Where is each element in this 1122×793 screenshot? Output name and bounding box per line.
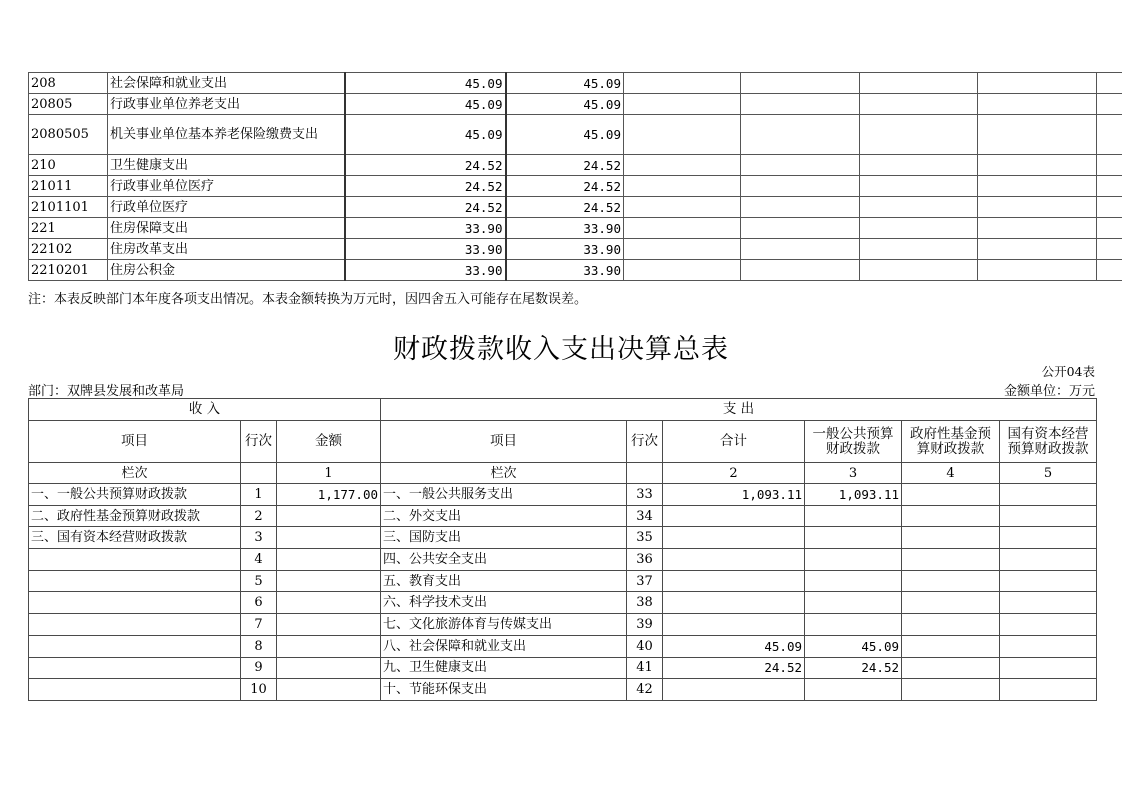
state-capital-cell (1000, 614, 1097, 636)
income-row-no-cell: 1 (241, 484, 277, 506)
expense-row-no-cell: 37 (627, 570, 663, 592)
empty-cell (741, 260, 860, 281)
unit-label: 金额单位：万元 (1003, 384, 1095, 399)
col-number-cell: 4 (902, 463, 1000, 484)
total-amount-cell: 45.09 (345, 115, 506, 155)
general-budget-cell (805, 614, 902, 636)
expense-item-cell: 十、节能环保支出 (381, 679, 627, 701)
income-row-no-cell: 8 (241, 635, 277, 657)
table-row (29, 635, 1097, 657)
empty-cell (624, 94, 741, 115)
empty-cell (1097, 197, 1122, 218)
empty-cell (1097, 260, 1122, 281)
income-row-no-cell: 10 (241, 679, 277, 701)
empty-cell (978, 176, 1097, 197)
empty-cell (624, 197, 741, 218)
income-row-no-cell: 7 (241, 614, 277, 636)
state-capital-cell (1000, 635, 1097, 657)
income-item-cell (29, 657, 241, 679)
expense-row-no-cell: 39 (627, 614, 663, 636)
income-amount-header: 金额 (277, 421, 381, 463)
empty-cell (1097, 239, 1122, 260)
state-capital-cell (1000, 657, 1097, 679)
income-amount-cell (277, 614, 381, 636)
subject-code-cell: 2080505 (29, 115, 108, 155)
empty-cell (860, 94, 978, 115)
expenditure-detail-table (28, 72, 1122, 281)
gov-fund-cell (902, 592, 1000, 614)
general-budget-cell (805, 679, 902, 701)
expense-item-header: 项目 (381, 421, 627, 463)
basic-amount-cell: 24.52 (506, 176, 624, 197)
expense-item-cell: 七、文化旅游体育与传媒支出 (381, 614, 627, 636)
total-amount-cell: 45.09 (345, 73, 506, 94)
gov-fund-cell (902, 527, 1000, 549)
form-code: 公开04表 (1041, 364, 1095, 379)
expense-item-cell: 四、公共安全支出 (381, 549, 627, 571)
subject-code-cell: 20805 (29, 94, 108, 115)
expense-item-cell: 八、社会保障和就业支出 (381, 635, 627, 657)
income-item-cell: 三、国有资本经营财政拨款 (29, 527, 241, 549)
expense-item-cell: 五、教育支出 (381, 570, 627, 592)
table-row (29, 73, 1122, 94)
col-number-cell: 2 (663, 463, 805, 484)
basic-amount-cell: 45.09 (506, 94, 624, 115)
state-capital-cell (1000, 592, 1097, 614)
table-row (29, 614, 1097, 636)
income-item-cell: 二、政府性基金预算财政拨款 (29, 505, 241, 527)
state-capital-cell (1000, 484, 1097, 506)
table-row (29, 197, 1122, 218)
state-capital-cell (1000, 570, 1097, 592)
subject-code-cell: 2210201 (29, 260, 108, 281)
expense-row-no-cell: 34 (627, 505, 663, 527)
empty-cell (860, 260, 978, 281)
expense-row-no-cell: 38 (627, 592, 663, 614)
basic-amount-cell: 45.09 (506, 115, 624, 155)
table-row (29, 94, 1122, 115)
empty-cell (860, 218, 978, 239)
basic-amount-cell: 33.90 (506, 218, 624, 239)
empty-cell (627, 463, 663, 484)
table-row (29, 570, 1097, 592)
empty-cell (1097, 155, 1122, 176)
col-label-cell: 栏次 (29, 463, 241, 484)
basic-amount-cell: 24.52 (506, 197, 624, 218)
expense-row-no-cell: 41 (627, 657, 663, 679)
empty-cell (624, 73, 741, 94)
empty-cell (978, 73, 1097, 94)
income-item-cell (29, 592, 241, 614)
empty-cell (860, 197, 978, 218)
basic-amount-cell: 33.90 (506, 239, 624, 260)
col-number-cell: 5 (1000, 463, 1097, 484)
general-budget-cell: 45.09 (805, 635, 902, 657)
empty-cell (1097, 115, 1122, 155)
empty-cell (860, 73, 978, 94)
expense-row-no-cell: 36 (627, 549, 663, 571)
empty-cell (624, 218, 741, 239)
subject-name-cell: 行政事业单位医疗 (108, 176, 345, 197)
expense-item-cell: 六、科学技术支出 (381, 592, 627, 614)
gov-fund-header: 政府性基金预算财政拨款 (902, 421, 1000, 463)
empty-cell (741, 94, 860, 115)
state-capital-cell (1000, 505, 1097, 527)
expense-row-no-cell: 42 (627, 679, 663, 701)
general-budget-cell: 1,093.11 (805, 484, 902, 506)
total-cell (663, 549, 805, 571)
empty-cell (624, 260, 741, 281)
empty-cell (860, 155, 978, 176)
department-label: 部门：双牌县发展和改革局 (28, 384, 185, 399)
income-amount-cell (277, 505, 381, 527)
income-row-no-cell: 4 (241, 549, 277, 571)
col-number-cell: 3 (805, 463, 902, 484)
expense-item-cell: 二、外交支出 (381, 505, 627, 527)
income-item-cell (29, 679, 241, 701)
income-item-cell: 一、一般公共预算财政拨款 (29, 484, 241, 506)
expense-row-no-cell: 35 (627, 527, 663, 549)
subject-code-cell: 2101101 (29, 197, 108, 218)
subject-code-cell: 221 (29, 218, 108, 239)
expense-item-cell: 三、国防支出 (381, 527, 627, 549)
table-row (29, 657, 1097, 679)
table-row (29, 505, 1097, 527)
gov-fund-cell (902, 614, 1000, 636)
col-label-cell: 栏次 (381, 463, 627, 484)
income-row-no-cell: 6 (241, 592, 277, 614)
empty-cell (741, 155, 860, 176)
general-budget-header: 一般公共预算财政拨款 (805, 421, 902, 463)
subject-name-cell: 行政事业单位养老支出 (108, 94, 345, 115)
table-row (29, 260, 1122, 281)
basic-amount-cell: 24.52 (506, 155, 624, 176)
income-item-cell (29, 549, 241, 571)
total-cell (663, 570, 805, 592)
subject-name-cell: 住房保障支出 (108, 218, 345, 239)
expense-item-cell: 一、一般公共服务支出 (381, 484, 627, 506)
empty-cell (1097, 218, 1122, 239)
state-capital-header: 国有资本经营预算财政拨款 (1000, 421, 1097, 463)
state-capital-cell (1000, 679, 1097, 701)
empty-cell (978, 115, 1097, 155)
gov-fund-cell (902, 679, 1000, 701)
basic-amount-cell: 33.90 (506, 260, 624, 281)
subject-name-cell: 住房公积金 (108, 260, 345, 281)
income-amount-cell (277, 592, 381, 614)
table-note: 注：本表反映部门本年度各项支出情况。本表金额转换为万元时，因四舍五入可能存在尾数误差。 (28, 292, 588, 307)
income-amount-cell (277, 635, 381, 657)
general-budget-cell (805, 570, 902, 592)
gov-fund-cell (902, 635, 1000, 657)
table-row (29, 239, 1122, 260)
income-row-no-cell: 2 (241, 505, 277, 527)
empty-cell (624, 155, 741, 176)
gov-fund-cell (902, 570, 1000, 592)
subject-name-cell: 行政单位医疗 (108, 197, 345, 218)
empty-cell (978, 155, 1097, 176)
total-amount-cell: 45.09 (345, 94, 506, 115)
state-capital-cell (1000, 549, 1097, 571)
empty-cell (1097, 94, 1122, 115)
expense-row-no-cell: 40 (627, 635, 663, 657)
gov-fund-cell (902, 657, 1000, 679)
income-amount-cell (277, 549, 381, 571)
total-amount-cell: 33.90 (345, 218, 506, 239)
empty-cell (978, 218, 1097, 239)
gov-fund-cell (902, 505, 1000, 527)
total-cell: 45.09 (663, 635, 805, 657)
table-row (29, 176, 1122, 197)
income-item-cell (29, 614, 241, 636)
total-cell: 1,093.11 (663, 484, 805, 506)
total-cell (663, 679, 805, 701)
table-row (29, 549, 1097, 571)
total-amount-cell: 33.90 (345, 260, 506, 281)
income-amount-cell (277, 657, 381, 679)
subject-name-cell: 社会保障和就业支出 (108, 73, 345, 94)
subject-name-cell: 机关事业单位基本养老保险缴费支出 (108, 115, 345, 155)
subject-name-cell: 住房改革支出 (108, 239, 345, 260)
table-row (29, 155, 1122, 176)
income-amount-cell: 1,177.00 (277, 484, 381, 506)
expense-row-no-header: 行次 (627, 421, 663, 463)
total-amount-cell: 24.52 (345, 176, 506, 197)
table-row (29, 484, 1097, 506)
total-cell: 24.52 (663, 657, 805, 679)
gov-fund-cell (902, 549, 1000, 571)
page-title: 财政拨款收入支出决算总表 (393, 334, 729, 365)
empty-cell (624, 239, 741, 260)
empty-cell (741, 197, 860, 218)
expense-item-cell: 九、卫生健康支出 (381, 657, 627, 679)
empty-cell (624, 115, 741, 155)
empty-cell (860, 115, 978, 155)
empty-cell (1097, 73, 1122, 94)
total-cell (663, 614, 805, 636)
empty-cell (241, 463, 277, 484)
empty-cell (624, 176, 741, 197)
empty-cell (978, 260, 1097, 281)
income-row-no-cell: 3 (241, 527, 277, 549)
income-amount-cell (277, 527, 381, 549)
empty-cell (741, 176, 860, 197)
income-item-cell (29, 635, 241, 657)
income-row-no-header: 行次 (241, 421, 277, 463)
gov-fund-cell (902, 484, 1000, 506)
table-row (29, 592, 1097, 614)
total-amount-cell: 24.52 (345, 197, 506, 218)
total-cell (663, 592, 805, 614)
total-cell (663, 527, 805, 549)
fiscal-appropriation-summary-table (28, 398, 1097, 701)
table-row (29, 115, 1122, 155)
income-item-cell (29, 570, 241, 592)
income-row-no-cell: 9 (241, 657, 277, 679)
general-budget-cell (805, 549, 902, 571)
empty-cell (741, 73, 860, 94)
empty-cell (978, 197, 1097, 218)
income-row-no-cell: 5 (241, 570, 277, 592)
general-budget-cell (805, 592, 902, 614)
expense-header: 支 出 (381, 399, 1097, 421)
col-number-cell: 1 (277, 463, 381, 484)
total-amount-cell: 33.90 (345, 239, 506, 260)
total-amount-cell: 24.52 (345, 155, 506, 176)
empty-cell (978, 239, 1097, 260)
empty-cell (741, 218, 860, 239)
empty-cell (1097, 176, 1122, 197)
basic-amount-cell: 45.09 (506, 73, 624, 94)
income-header: 收 入 (29, 399, 381, 421)
general-budget-cell (805, 505, 902, 527)
general-budget-cell (805, 527, 902, 549)
table-row (29, 679, 1097, 701)
income-amount-cell (277, 570, 381, 592)
empty-cell (860, 176, 978, 197)
expense-row-no-cell: 33 (627, 484, 663, 506)
subject-code-cell: 208 (29, 73, 108, 94)
subject-name-cell: 卫生健康支出 (108, 155, 345, 176)
general-budget-cell: 24.52 (805, 657, 902, 679)
table-row (29, 218, 1122, 239)
subject-code-cell: 22102 (29, 239, 108, 260)
subject-code-cell: 210 (29, 155, 108, 176)
table-row (29, 527, 1097, 549)
empty-cell (860, 239, 978, 260)
empty-cell (978, 94, 1097, 115)
total-cell (663, 505, 805, 527)
empty-cell (741, 115, 860, 155)
subject-code-cell: 21011 (29, 176, 108, 197)
income-item-header: 项目 (29, 421, 241, 463)
state-capital-cell (1000, 527, 1097, 549)
total-header: 合计 (663, 421, 805, 463)
empty-cell (741, 239, 860, 260)
income-amount-cell (277, 679, 381, 701)
